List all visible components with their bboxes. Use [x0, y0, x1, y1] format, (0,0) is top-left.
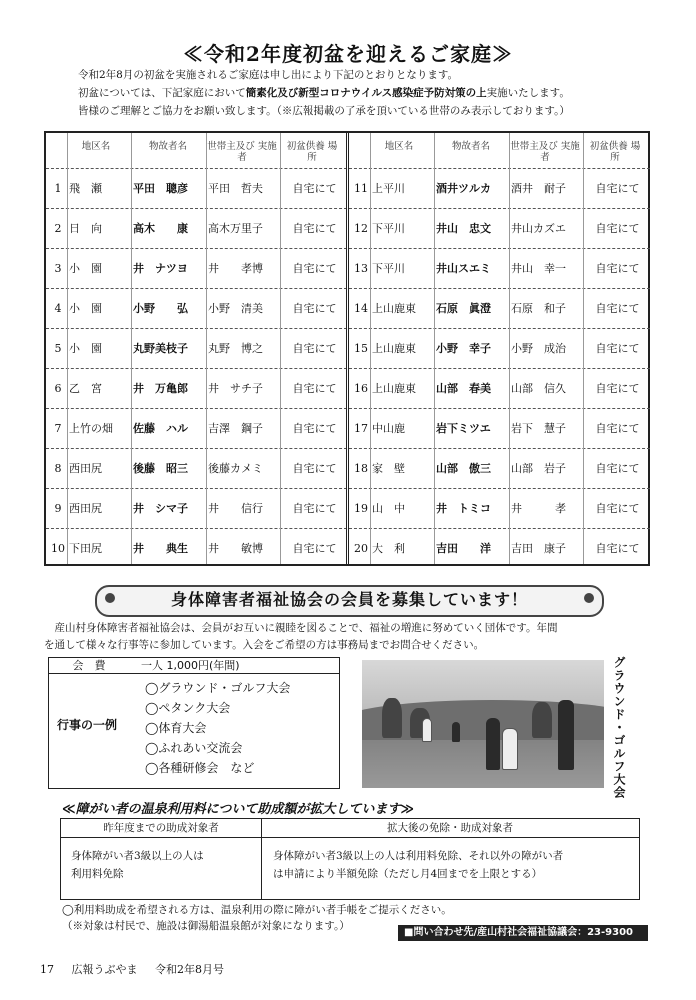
household-host: 平田 哲夫 [208, 182, 263, 195]
household-deceased: 井山 忠文 [436, 222, 491, 235]
household-no: 18 [354, 462, 368, 475]
household-place: 自宅にて [595, 382, 640, 395]
association-text [44, 620, 648, 654]
events-label: 行事の一例 [57, 718, 118, 732]
household-area: 家 壁 [372, 462, 405, 475]
household-host: 吉田 康子 [511, 542, 566, 555]
household-deceased: 山部 春美 [436, 382, 491, 395]
household-host: 井山 幸一 [511, 262, 566, 275]
household-row [349, 288, 650, 329]
intro-emphasis: 簡素化及び新型コロナウイルス感染症予防対策の上 [245, 87, 487, 99]
household-host: 後藤カメミ [208, 462, 263, 475]
household-place: 自宅にて [292, 422, 337, 435]
page-number: 17 [40, 963, 54, 976]
household-host: 井 敏博 [208, 542, 263, 555]
household-row [349, 528, 650, 569]
household-deceased: 井 典生 [133, 542, 188, 555]
photo-tree [532, 702, 552, 738]
household-place: 自宅にて [595, 342, 640, 355]
household-row [349, 488, 650, 529]
household-place: 自宅にて [595, 262, 640, 275]
onsen-col1-body [71, 847, 204, 883]
household-area: 飛 瀬 [69, 182, 102, 195]
onsen-col2-body [273, 847, 563, 883]
intro-line: 皆様のご理解とご協力をお願い致します。（※広報掲載の了承を頂いている世帯のみ表示しております。） [78, 105, 570, 117]
event-item: ◯グラウンド・ゴルフ大会 [145, 681, 291, 695]
household-no: 15 [354, 342, 368, 355]
column-rule [206, 133, 207, 564]
household-area: 下平川 [372, 262, 405, 275]
page-title: ≪令和2年度初盆を迎えるご家庭≫ [183, 42, 513, 66]
household-no: 16 [354, 382, 368, 395]
household-row [349, 448, 650, 489]
household-deceased: 山部 傲三 [436, 462, 491, 475]
household-row [349, 408, 650, 449]
onsen-col1-header: 昨年度までの助成対象者 [61, 819, 261, 838]
household-host: 山部 岩子 [511, 462, 566, 475]
column-rule [434, 133, 435, 564]
household-area: 西田尻 [69, 502, 102, 515]
onsen-col1-line: 利用料免除 [71, 868, 124, 880]
fee-value: 一人 1,000円(年間) [141, 659, 240, 672]
household-area: 下田尻 [69, 542, 102, 555]
household-no: 12 [354, 222, 368, 235]
household-place: 自宅にて [595, 222, 640, 235]
publication-name: 広報うぶやま [71, 963, 138, 976]
event-item: ◯各種研修会 など [145, 761, 255, 775]
household-row [349, 368, 650, 409]
household-header-deceased: 物故者名 [451, 141, 490, 152]
household-place: 自宅にて [595, 302, 640, 315]
household-place: 自宅にて [292, 462, 337, 475]
household-no: 11 [354, 182, 368, 195]
household-area: 小 園 [69, 262, 102, 275]
household-host: 酒井 耐子 [511, 182, 566, 195]
household-row [46, 328, 347, 369]
onsen-col2-header: 拡大後の免除・助成対象者 [261, 819, 639, 838]
household-area: 日 向 [69, 222, 102, 235]
household-deceased: 井 シマ子 [133, 502, 188, 515]
household-deceased: 吉田 洋 [436, 542, 491, 555]
household-host: 井山カズエ [511, 222, 566, 235]
household-place: 自宅にて [292, 382, 337, 395]
photo-person [486, 718, 500, 770]
household-host: 井 孝 [511, 502, 566, 515]
household-place: 自宅にて [292, 502, 337, 515]
issue-date: 令和2年8月号 [155, 963, 224, 976]
household-row [46, 448, 347, 489]
household-no: 4 [54, 302, 62, 315]
household-no: 2 [54, 222, 62, 235]
household-place: 自宅にて [292, 542, 337, 555]
household-deceased: 井山スエミ [436, 262, 491, 275]
household-no: 1 [54, 182, 62, 195]
household-place: 自宅にて [595, 542, 640, 555]
household-area: 乙 宮 [69, 382, 102, 395]
page-footer [40, 961, 238, 977]
household-no: 6 [54, 382, 62, 395]
household-header-place: 初盆供養 場 所 [286, 141, 347, 163]
household-no: 10 [51, 542, 65, 555]
household-row [349, 248, 650, 289]
column-rule [67, 133, 68, 564]
event-item: ◯ふれあい交流会 [145, 741, 243, 755]
household-no: 19 [354, 502, 368, 515]
onsen-title: ≪障がい者の温泉利用料について助成額が拡大しています≫ [62, 802, 414, 817]
column-rule [280, 133, 281, 564]
column-rule [583, 133, 584, 564]
photo-caption: グラウンド・ゴルフ大会 [612, 656, 626, 799]
household-deceased: 岩下ミツエ [436, 422, 491, 435]
household-host: 小野 清美 [208, 302, 263, 315]
onsen-col2-line: は申請により半額免除（ただし月4回までを上限とする） [273, 868, 543, 880]
note-line: （※対象は村民で、施設は御湯船温泉館が対象になります。） [62, 920, 350, 932]
household-deceased: 井 ナツヨ [133, 262, 188, 275]
household-header-row [349, 133, 650, 168]
household-place: 自宅にて [292, 302, 337, 315]
column-rule [509, 133, 510, 564]
household-header-area: 地区名 [81, 141, 111, 152]
household-area: 西田尻 [69, 462, 102, 475]
household-area: 上竹の畑 [69, 422, 113, 435]
household-place: 自宅にて [595, 462, 640, 475]
household-deceased: 小野 弘 [133, 302, 188, 315]
household-host: 岩下 慧子 [511, 422, 566, 435]
household-no: 20 [354, 542, 368, 555]
household-host: 井 孝博 [208, 262, 263, 275]
household-host: 丸野 博之 [208, 342, 263, 355]
household-area: 山 中 [372, 502, 405, 515]
household-deceased: 小野 幸子 [436, 342, 491, 355]
household-host: 高木万里子 [208, 222, 263, 235]
household-row [46, 408, 347, 449]
household-row [46, 528, 347, 569]
note-line: ◯利用料助成を希望される方は、温泉利用の際に障がい者手帳をご提示ください。 [62, 904, 452, 916]
household-table-right [349, 133, 650, 564]
household-row [46, 248, 347, 289]
household-place: 自宅にて [292, 342, 337, 355]
household-area: 下平川 [372, 222, 405, 235]
household-deceased: 後藤 昭三 [133, 462, 188, 475]
household-area: 大 利 [372, 542, 405, 555]
onsen-col1-line: 身体障がい者3級以上の人は [71, 850, 204, 862]
household-no: 13 [354, 262, 368, 275]
household-deceased: 平田 聰彦 [133, 182, 188, 195]
photo-person [558, 700, 574, 770]
household-header-place: 初盆供養 場 所 [589, 141, 650, 163]
household-place: 自宅にて [292, 262, 337, 275]
household-host: 吉澤 鋼子 [208, 422, 263, 435]
household-deceased: 石原 眞澄 [436, 302, 491, 315]
household-table [44, 131, 650, 566]
event-item: ◯ペタンク大会 [145, 701, 231, 715]
onsen-divider [261, 819, 262, 899]
membership-box [48, 657, 340, 789]
intro-text [78, 66, 668, 120]
household-place: 自宅にて [595, 422, 640, 435]
household-no: 5 [54, 342, 62, 355]
photo-person [502, 728, 518, 770]
household-deceased: 井 万亀郎 [133, 382, 188, 395]
household-row [46, 368, 347, 409]
photo-person [452, 722, 460, 742]
household-host: 小野 成治 [511, 342, 566, 355]
household-header-host: 世帯主及び 実施者 [207, 141, 277, 163]
household-row [349, 208, 650, 249]
contact-info: ■問い合わせ先/産山村社会福祉協議会：23-9300 [398, 925, 648, 941]
event-item: ◯体育大会 [145, 721, 207, 735]
association-line: を通して様々な行事等に参加しています。入会をご希望の方は事務局までお問合せください。 [44, 639, 485, 651]
photo-tree [382, 698, 402, 738]
household-row [46, 288, 347, 329]
column-rule [370, 133, 371, 564]
column-rule [131, 133, 132, 564]
onsen-col2-line: 身体障がい者3級以上の人は利用料免除、それ以外の障がい者 [273, 850, 564, 862]
fee-row [49, 658, 339, 674]
household-place: 自宅にて [292, 182, 337, 195]
household-area: 上山鹿東 [372, 382, 416, 395]
household-area: 上山鹿東 [372, 342, 416, 355]
household-header-row [46, 133, 347, 168]
household-deceased: 高木 康 [133, 222, 188, 235]
household-header-host: 世帯主及び 実施者 [510, 141, 580, 163]
photo-person [422, 718, 432, 742]
household-no: 17 [354, 422, 368, 435]
household-row [46, 208, 347, 249]
household-place: 自宅にて [595, 502, 640, 515]
household-area: 小 園 [69, 302, 102, 315]
household-row [46, 168, 347, 209]
association-line: 産山村身体障害者福祉協会は、会員がお互いに親睦を図ることで、福祉の増進に努めていく団体です。年間 [54, 622, 558, 634]
household-area: 小 園 [69, 342, 102, 355]
household-area: 上平川 [372, 182, 405, 195]
household-deceased: 佐藤 ハル [133, 422, 188, 435]
household-deceased: 酒井ツルカ [436, 182, 491, 195]
recruitment-banner: 身体障害者福祉協会の会員を募集しています！ [95, 585, 604, 617]
household-row [349, 328, 650, 369]
fee-label: 会 費 [72, 659, 106, 672]
household-area: 中山鹿 [372, 422, 405, 435]
household-host: 山部 信久 [511, 382, 566, 395]
household-header-deceased: 物故者名 [148, 141, 187, 152]
household-area: 上山鹿東 [372, 302, 416, 315]
household-host: 井 サチ子 [208, 382, 263, 395]
onsen-table [60, 818, 640, 900]
household-header-area: 地区名 [384, 141, 414, 152]
household-no: 3 [54, 262, 62, 275]
ground-golf-photo [362, 660, 604, 788]
events-list [145, 678, 290, 778]
household-no: 8 [54, 462, 62, 475]
household-host: 井 信行 [208, 502, 263, 515]
intro-line: 初盆については、下記家庭において簡素化及び新型コロナウイルス感染症予防対策の上実施いたします。 [78, 87, 570, 99]
household-row [46, 488, 347, 529]
household-no: 14 [354, 302, 368, 315]
household-row [349, 168, 650, 209]
household-host: 石原 和子 [511, 302, 566, 315]
onsen-notes [62, 902, 452, 934]
intro-line: 令和2年8月の初盆を実施されるご家庭は申し出により下記のとおりとなります。 [78, 69, 459, 81]
household-deceased: 井 トミコ [436, 502, 491, 515]
household-no: 7 [54, 422, 62, 435]
household-place: 自宅にて [595, 182, 640, 195]
household-deceased: 丸野美枝子 [133, 342, 188, 355]
household-table-left [46, 133, 347, 564]
household-place: 自宅にて [292, 222, 337, 235]
household-no: 9 [54, 502, 62, 515]
